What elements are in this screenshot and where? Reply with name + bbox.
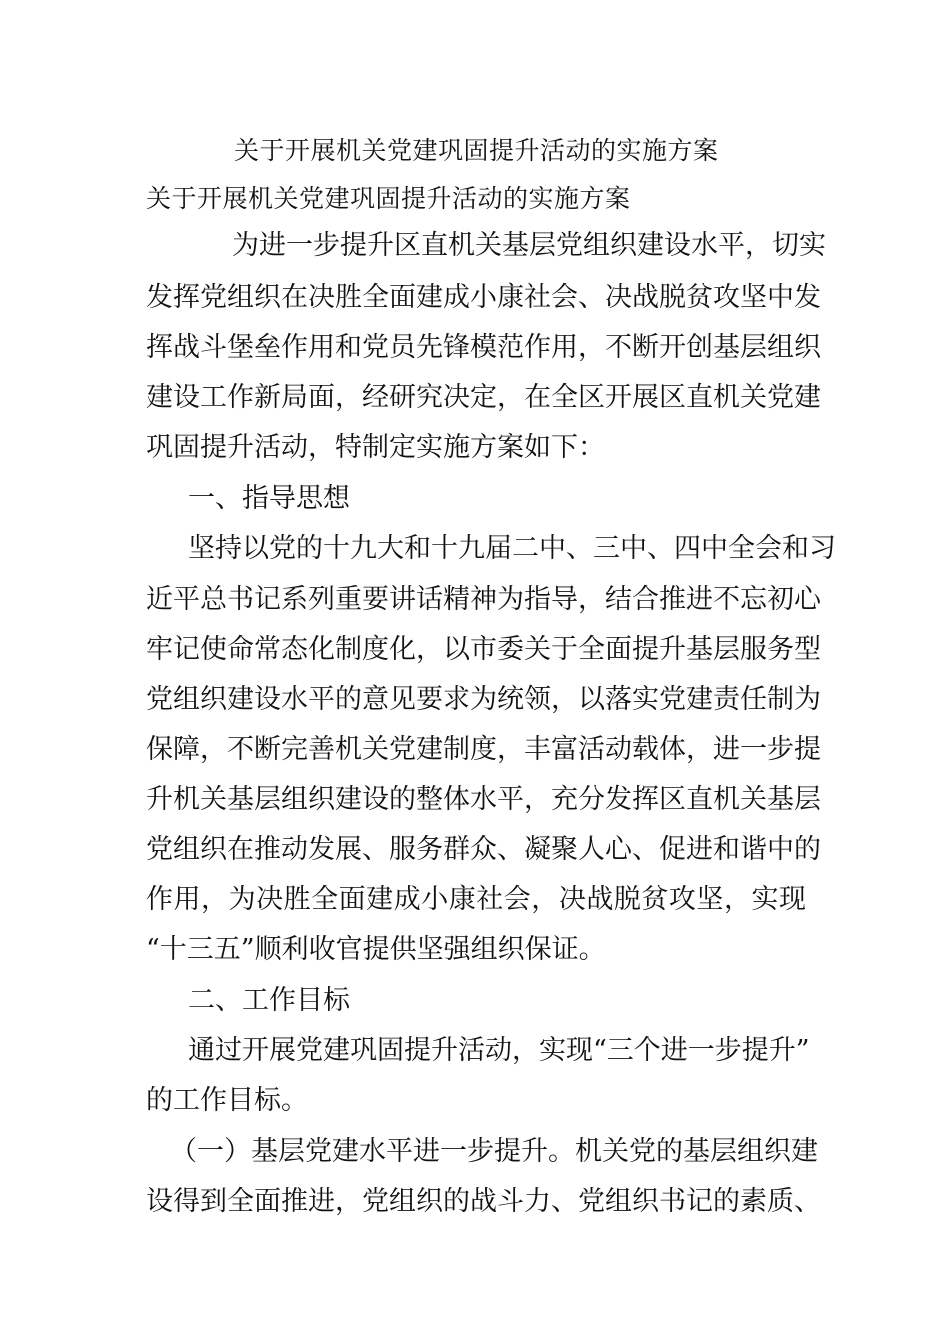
intro-line-5: 巩固提升活动，特制定实施方案如下： bbox=[146, 432, 605, 463]
section-heading-work-goals: 二、工作目标 bbox=[188, 985, 350, 1016]
guiding-line-6: 升机关基层组织建设的整体水平，充分发挥区直机关基层 bbox=[146, 784, 821, 815]
intro-line-2: 发挥党组织在决胜全面建成小康社会、决战脱贫攻坚中发 bbox=[146, 282, 821, 313]
document-subtitle: 关于开展机关党建巩固提升活动的实施方案 bbox=[146, 184, 631, 213]
guiding-line-1: 坚持以党的十九大和十九届二中、三中、四中全会和习 bbox=[188, 533, 836, 564]
guiding-line-5: 保障，不断完善机关党建制度，丰富活动载体，进一步提 bbox=[146, 734, 821, 765]
guiding-line-7: 党组织在推动发展、服务群众、凝聚人心、促进和谐中的 bbox=[146, 834, 821, 865]
guiding-line-3: 牢记使命常态化制度化，以市委关于全面提升基层服务型 bbox=[146, 634, 821, 665]
intro-line-4: 建设工作新局面，经研究决定，在全区开展区直机关党建 bbox=[146, 382, 821, 413]
goal-one-line-2: 设得到全面推进，党组织的战斗力、党组织书记的素质、 bbox=[146, 1186, 821, 1217]
guiding-line-2: 近平总书记系列重要讲话精神为指导，结合推进不忘初心 bbox=[146, 584, 821, 615]
intro-line-1: 为进一步提升区直机关基层党组织建设水平，切实 bbox=[232, 230, 826, 261]
guiding-line-8: 作用，为决胜全面建成小康社会，决战脱贫攻坚，实现 bbox=[146, 884, 806, 915]
goals-line-2: 的工作目标。 bbox=[146, 1085, 308, 1116]
guiding-line-4: 党组织建设水平的意见要求为统领，以落实党建责任制为 bbox=[146, 684, 821, 715]
section-heading-guiding-thought: 一、指导思想 bbox=[188, 483, 350, 514]
intro-line-3: 挥战斗堡垒作用和党员先锋模范作用，不断开创基层组织 bbox=[146, 332, 821, 363]
guiding-line-9: “十三五”顺利收官提供坚强组织保证。 bbox=[146, 934, 606, 965]
document-title: 关于开展机关党建巩固提升活动的实施方案 bbox=[234, 136, 719, 165]
goals-line-1: 通过开展党建巩固提升活动，实现“三个进一步提升” bbox=[188, 1035, 810, 1066]
goal-one-line-1: （一）基层党建水平进一步提升。机关党的基层组织建 bbox=[170, 1136, 818, 1167]
